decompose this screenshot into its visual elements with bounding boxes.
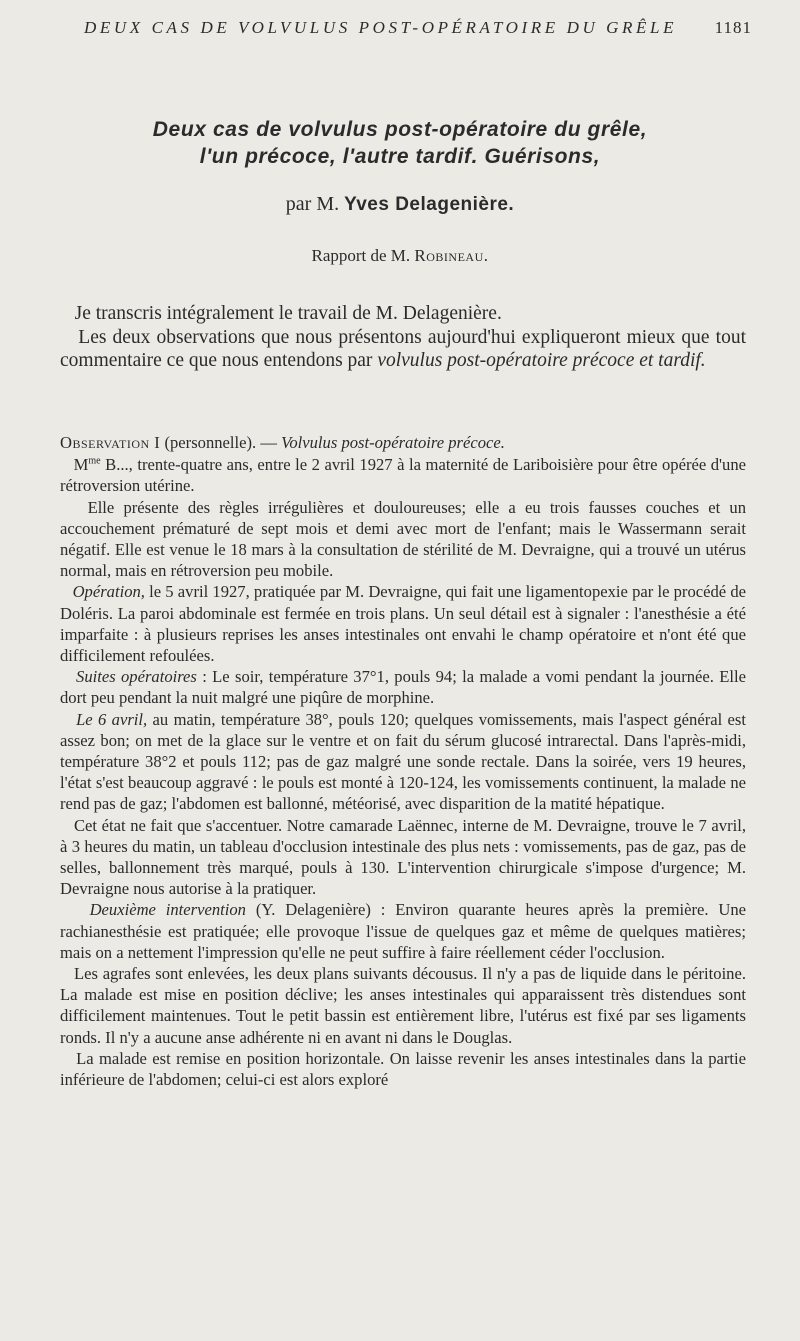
observation-label: Observation I: [60, 433, 161, 452]
page-number: 1181: [714, 18, 752, 37]
observation-paragraph-3: [60, 581, 746, 666]
observation-paragraph-6: [60, 815, 746, 900]
observation-p7-italic: Deuxième intervention: [89, 900, 246, 920]
observation-paragraph-1: [60, 454, 746, 496]
introduction: [60, 302, 746, 373]
observation-paragraph-8: [60, 963, 746, 1048]
intro-paragraph-1: [60, 302, 746, 326]
observation-paragraph-9: [60, 1048, 746, 1090]
running-head-title: DEUX CAS DE VOLVULUS POST-OPÉRATOIRE DU GRÊLE: [84, 18, 678, 37]
observation-paragraph-4: [60, 666, 746, 708]
observation-p4-text: : Le soir, température 37°1, pouls 94; la malade a vomi pendant la journée. Elle dort peu pendant la nuit malgré une piqûre de morphine.: [60, 667, 746, 708]
report-line: [0, 246, 800, 266]
observation-paren: (personnelle).: [164, 433, 257, 452]
byline-prefix: par M.: [285, 193, 340, 215]
observation-p1-prefix: M: [73, 455, 89, 475]
article-title-line-1: Deux cas de volvulus post-opératoire du grêle,: [152, 118, 648, 141]
observation-paragraph-2: [60, 497, 746, 582]
report-prefix: Rapport de M.: [311, 246, 411, 265]
observation-p3-text: le 5 avril 1927, pratiquée par M. Devraigne, qui fait une ligamentopexie par le procédé de Doléris. La paroi abdominale est fermée en trois plans. Un seul détail est à signaler : l'anesthésie a été imparfaite : à plusieurs reprises les anses intestinales ont envahi le champ opératoire et n'ont été que difficilement refoulées.: [60, 582, 746, 666]
observation-p5-italic: Le 6 avril,: [76, 709, 148, 729]
observation-subject: Volvulus post-opératoire précoce.: [281, 433, 505, 452]
observation-dash: —: [256, 433, 282, 452]
reporter-name: Robineau.: [414, 246, 489, 265]
observation-paragraph-7: [60, 899, 746, 963]
observation-p2-text: Elle présente des règles irrégulières et douloureuses; elle a eu trois fausses couches et un accouchement prématuré de sept mois et demi avec mort de l'enfant; mais le Wassermann serait négatif. Elle est venue le 18 mars à la consultation de stérilité de M. Devraigne, qui a trouvé un utérus normal, mais en rétroversion peu mobile.: [60, 497, 746, 581]
running-head: [84, 18, 752, 42]
observation-heading: [60, 432, 746, 453]
observation-p1-sup: me: [88, 455, 101, 467]
observation-p6-text: Cet état ne fait que s'accentuer. Notre camarade Laënnec, interne de M. Devraigne, trouve le 7 avril, à 3 heures du matin, un tableau d'occlusion intestinale des plus nets : vomissements, pas de gaz, pas de selles, ballonnement très marqué, pouls à 130. L'intervention chirurgicale s'impose d'urgence; M. Devraigne nous autorise à la pratiquer.: [60, 815, 746, 899]
intro-paragraph-2-text: Les deux observations que nous présentons aujourd'hui expliqueront mieux que tout commentaire ce que nous entendons par: [60, 326, 746, 371]
intro-paragraph-2-italic: volvulus post-opératoire précoce et tardif.: [377, 350, 706, 371]
intro-paragraph-1-text: Je transcris intégralement le travail de M. Delagenière.: [74, 303, 502, 324]
observation-p7-text: (Y. Delagenière) : Environ quarante heures après la première. Une rachianesthésie est pratiquée; elle provoque l'issue de quelques gaz et même de quelques matières; mais on a nettement l'impression qu'elle ne peut suffire à faire réellement céder l'occlusion.: [60, 900, 746, 962]
observation-p9-text: La malade est remise en position horizontale. On laisse revenir les anses intestinales dans la partie inférieure de l'abdomen; celui-ci est alors exploré: [60, 1048, 746, 1090]
author-name: Yves Delagenière.: [344, 194, 515, 215]
intro-paragraph-2: [60, 326, 746, 373]
observation-p5-text: au matin, température 38°, pouls 120; quelques vomissements, mais l'aspect général est assez bon; on met de la glace sur le ventre et on fait du sérum glucosé intrarectal. Dans l'après-midi, température 38°2 et pouls 112; pas de gaz malgré une sonde rectale. Dans la soirée, vers 19 heures, l'état s'est beaucoup aggravé : le pouls est monté à 120-124, les vomissements continuent, la malade ne rend pas de gaz; l'abdomen est ballonné, météorisé, avec disparition de la matité hépatique.: [60, 709, 746, 814]
observation-paragraph-5: [60, 709, 746, 815]
article-title-line-2: l'un précoce, l'autre tardif. Guérisons,: [199, 145, 601, 168]
article-title: [60, 116, 740, 170]
observation-p1-text: B..., trente-quatre ans, entre le 2 avril 1927 à la maternité de Lariboisière pour être opérée d'une rétroversion utérine.: [60, 455, 746, 496]
observation-p8-text: Les agrafes sont enlevées, les deux plans suivants décousus. Il n'y a pas de liquide dans le péritoine. La malade est mise en position déclive; les anses intestinales qui apparaissent très distendues sont difficilement maintenues. Tout le petit bassin est entièrement libre, l'utérus est fixé par ses ligaments ronds. Il n'y a aucune anse adhérente ni en avant ni dans le Douglas.: [60, 964, 746, 1047]
observation-p3-italic: Opération,: [72, 582, 145, 602]
byline: [0, 193, 800, 216]
observation-body: [60, 432, 746, 1090]
observation-p4-italic: Suites opératoires: [76, 667, 197, 687]
